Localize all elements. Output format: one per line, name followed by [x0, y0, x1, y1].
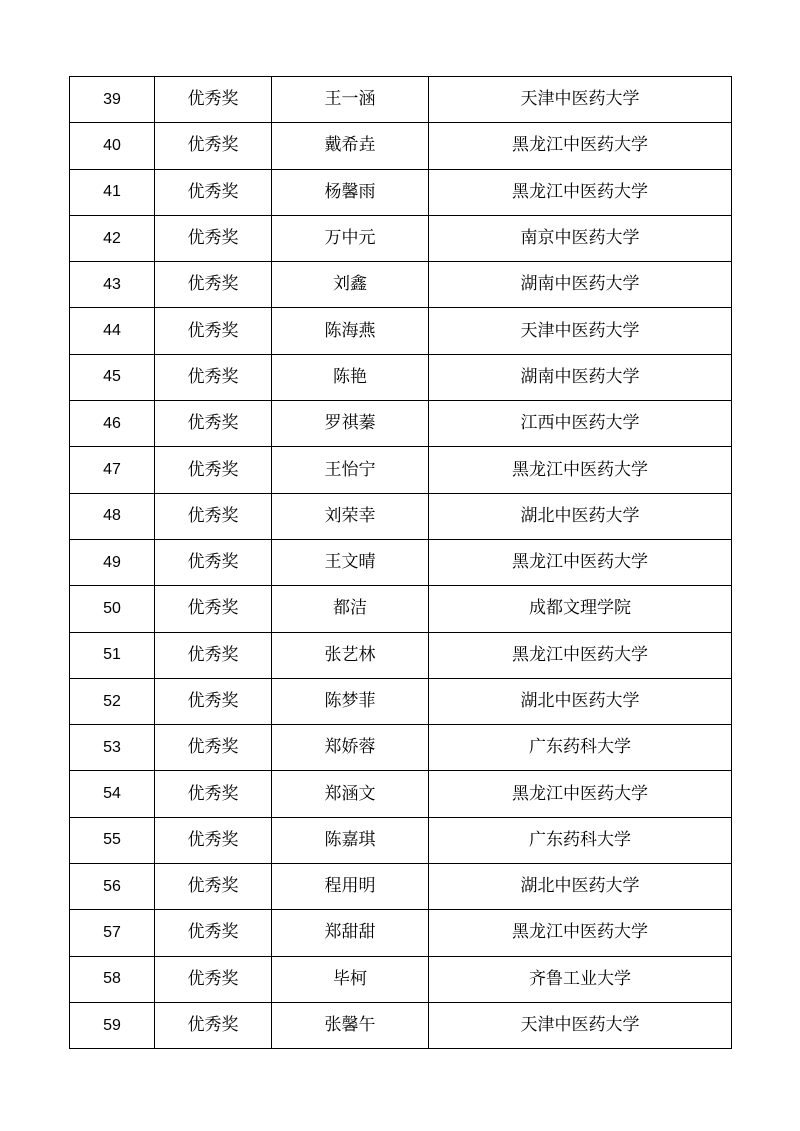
row-number: 54	[70, 771, 155, 817]
table-row	[70, 493, 732, 539]
award-level: 优秀奖	[155, 215, 272, 261]
row-number: 57	[70, 910, 155, 956]
school-name: 湖北中医药大学	[429, 493, 732, 539]
winner-name: 毕柯	[272, 956, 429, 1002]
award-level: 优秀奖	[155, 493, 272, 539]
award-level: 优秀奖	[155, 308, 272, 354]
winner-name: 陈海燕	[272, 308, 429, 354]
school-name: 广东药科大学	[429, 817, 732, 863]
winner-name: 王文晴	[272, 539, 429, 585]
row-number: 42	[70, 215, 155, 261]
row-number: 40	[70, 123, 155, 169]
school-name: 广东药科大学	[429, 725, 732, 771]
row-number: 55	[70, 817, 155, 863]
row-number: 53	[70, 725, 155, 771]
row-number: 50	[70, 586, 155, 632]
award-level: 优秀奖	[155, 864, 272, 910]
winner-name: 都洁	[272, 586, 429, 632]
award-level: 优秀奖	[155, 678, 272, 724]
row-number: 49	[70, 539, 155, 585]
winner-name: 万中元	[272, 215, 429, 261]
winner-name: 程用明	[272, 864, 429, 910]
school-name: 湖南中医药大学	[429, 354, 732, 400]
table-row	[70, 632, 732, 678]
row-number: 59	[70, 1002, 155, 1048]
table-row	[70, 678, 732, 724]
school-name: 黑龙江中医药大学	[429, 910, 732, 956]
table-row	[70, 1002, 732, 1048]
school-name: 天津中医药大学	[429, 77, 732, 123]
row-number: 52	[70, 678, 155, 724]
winner-name: 张艺林	[272, 632, 429, 678]
award-level: 优秀奖	[155, 910, 272, 956]
award-level: 优秀奖	[155, 169, 272, 215]
award-level: 优秀奖	[155, 401, 272, 447]
row-number: 58	[70, 956, 155, 1002]
award-level: 优秀奖	[155, 539, 272, 585]
row-number: 56	[70, 864, 155, 910]
table-row	[70, 308, 732, 354]
row-number: 39	[70, 77, 155, 123]
row-number: 46	[70, 401, 155, 447]
winner-name: 杨馨雨	[272, 169, 429, 215]
winner-name: 郑涵文	[272, 771, 429, 817]
table-row	[70, 447, 732, 493]
school-name: 黑龙江中医药大学	[429, 632, 732, 678]
table-row	[70, 169, 732, 215]
school-name: 江西中医药大学	[429, 401, 732, 447]
school-name: 湖南中医药大学	[429, 262, 732, 308]
award-level: 优秀奖	[155, 447, 272, 493]
school-name: 黑龙江中医药大学	[429, 123, 732, 169]
table-row	[70, 910, 732, 956]
award-level: 优秀奖	[155, 725, 272, 771]
award-level: 优秀奖	[155, 1002, 272, 1048]
table-row	[70, 401, 732, 447]
winner-name: 王怡宁	[272, 447, 429, 493]
winner-name: 刘荣幸	[272, 493, 429, 539]
table-row	[70, 956, 732, 1002]
winner-name: 陈梦菲	[272, 678, 429, 724]
row-number: 48	[70, 493, 155, 539]
row-number: 45	[70, 354, 155, 400]
award-level: 优秀奖	[155, 771, 272, 817]
award-level: 优秀奖	[155, 586, 272, 632]
winner-name: 罗祺蓁	[272, 401, 429, 447]
award-level: 优秀奖	[155, 354, 272, 400]
table-row	[70, 725, 732, 771]
table-body	[70, 77, 732, 1049]
row-number: 51	[70, 632, 155, 678]
winner-name: 刘鑫	[272, 262, 429, 308]
winner-name: 陈嘉琪	[272, 817, 429, 863]
table-row	[70, 123, 732, 169]
winner-name: 戴希垚	[272, 123, 429, 169]
table-row	[70, 539, 732, 585]
award-level: 优秀奖	[155, 817, 272, 863]
row-number: 44	[70, 308, 155, 354]
school-name: 黑龙江中医药大学	[429, 771, 732, 817]
table-row	[70, 771, 732, 817]
school-name: 南京中医药大学	[429, 215, 732, 261]
winner-name: 王一涵	[272, 77, 429, 123]
table-row	[70, 586, 732, 632]
school-name: 黑龙江中医药大学	[429, 539, 732, 585]
row-number: 43	[70, 262, 155, 308]
table-row	[70, 215, 732, 261]
school-name: 黑龙江中医药大学	[429, 447, 732, 493]
winner-name: 张馨午	[272, 1002, 429, 1048]
award-winners-table	[69, 76, 732, 1049]
row-number: 41	[70, 169, 155, 215]
school-name: 湖北中医药大学	[429, 678, 732, 724]
winner-name: 郑娇蓉	[272, 725, 429, 771]
table-row	[70, 864, 732, 910]
school-name: 黑龙江中医药大学	[429, 169, 732, 215]
award-level: 优秀奖	[155, 262, 272, 308]
school-name: 天津中医药大学	[429, 308, 732, 354]
award-level: 优秀奖	[155, 123, 272, 169]
table-row	[70, 262, 732, 308]
award-level: 优秀奖	[155, 77, 272, 123]
school-name: 齐鲁工业大学	[429, 956, 732, 1002]
award-level: 优秀奖	[155, 956, 272, 1002]
row-number: 47	[70, 447, 155, 493]
award-level: 优秀奖	[155, 632, 272, 678]
school-name: 湖北中医药大学	[429, 864, 732, 910]
school-name: 天津中医药大学	[429, 1002, 732, 1048]
school-name: 成都文理学院	[429, 586, 732, 632]
table-row	[70, 77, 732, 123]
table-row	[70, 817, 732, 863]
table-row	[70, 354, 732, 400]
winner-name: 陈艳	[272, 354, 429, 400]
winner-name: 郑甜甜	[272, 910, 429, 956]
